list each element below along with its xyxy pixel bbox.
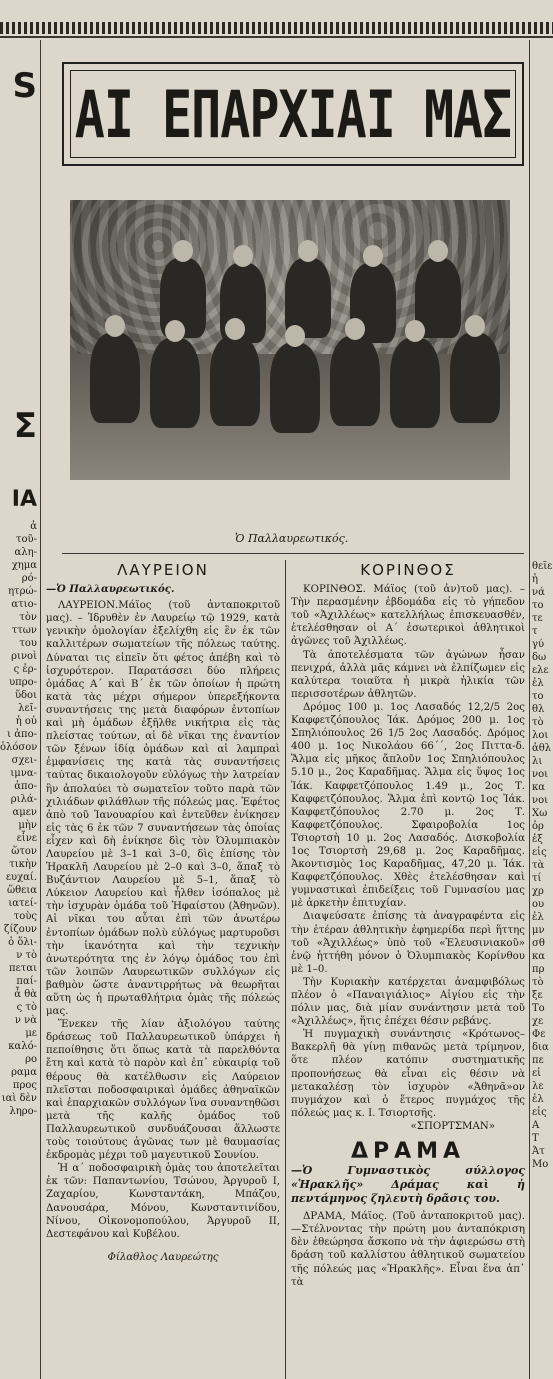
player-head xyxy=(465,315,485,337)
right-margin-line: χε xyxy=(532,1016,544,1027)
left-column-rule xyxy=(40,40,41,1379)
right-margin-line: ελε xyxy=(532,665,549,676)
right-margin-line: νοι xyxy=(532,795,549,806)
left-margin-line: ι ἀπο- xyxy=(7,729,37,740)
korinthos-article xyxy=(291,560,525,1289)
right-margin-line: πρ xyxy=(532,964,545,975)
left-margin-line: τὸν xyxy=(19,612,37,623)
left-margin-line: καλό- xyxy=(8,1041,37,1052)
left-margin-line: ληρο- xyxy=(9,1106,37,1117)
left-margin-line: ητρώ- xyxy=(8,586,37,597)
right-margin-line: τί xyxy=(532,873,542,884)
right-margin-line: δω xyxy=(532,652,547,663)
left-margin-line: ὁ ὅλι- xyxy=(8,937,37,948)
right-margin-line: νοι xyxy=(532,769,549,780)
player-figure xyxy=(390,338,440,428)
right-margin-line: ου xyxy=(532,899,545,910)
right-margin-line: ἀθλ xyxy=(532,743,552,754)
right-margin-line: Το xyxy=(532,1003,545,1014)
left-margin-line: ατιο- xyxy=(11,599,37,610)
left-margin-line: λεῖ- xyxy=(18,703,37,714)
left-margin-lines xyxy=(0,520,40,1118)
player-head xyxy=(298,240,318,262)
right-margin-lines xyxy=(530,560,553,1171)
right-margin-line: Α xyxy=(532,1120,540,1131)
right-margin-line: ἐλ xyxy=(532,678,544,689)
left-margin-line: ρό- xyxy=(21,573,37,584)
drama-title: ΔΡΑΜΑ xyxy=(350,1139,466,1165)
left-margin-line: μὴν xyxy=(18,820,37,831)
left-margin-line: εἶνε xyxy=(16,833,37,844)
right-margin-line: το xyxy=(532,600,544,611)
headline-banner xyxy=(62,62,524,166)
right-margin-line: κα xyxy=(532,951,546,962)
right-margin-line: χρ xyxy=(532,886,544,897)
left-margin-line: ἀ xyxy=(30,521,37,532)
right-margin-line: εἰ xyxy=(532,1068,542,1079)
right-margin-line: θεῖε xyxy=(532,561,553,572)
right-margin-line: ὀρ xyxy=(532,821,544,832)
player-figure xyxy=(270,343,320,433)
player-figure xyxy=(450,333,500,423)
player-head xyxy=(225,318,245,340)
korinthos-paragraph: Τὴν Κυριακὴν κατέρχεται ἀναμφιβόλως πλέον ὁ «Παναιγιάλιος» Αἰγίου εἰς τὴν πόλιν μας, διὰ μίαν συνάντησιν μετὰ τοῦ «Ἀχιλλέως», ἥτις ἐπέχει θέσιν ρεβάνς. xyxy=(291,976,525,1028)
player-head xyxy=(285,325,305,347)
player-head xyxy=(345,318,365,340)
lavrion-paragraph: Ἕνεκεν τῆς λίαν ἀξιολόγου ταύτης δράσεως τοῦ Παλλαυρεωτικοῦ ὑπάρχει ἡ πεποίθησις ὅτι ὅπως κατὰ τὰ παρελθόντα ἔτη καὶ κατὰ τὸ παρὸν καὶ ἐπ᾽ εὐκαιρίᾳ τοῦ θέρους θὰ κατέλθωσιν εἰς Λαύρειον πλεῖσται ποδοσφαιρικαὶ ὁμάδες ἀθηναϊκῶν καὶ ἐπαρχιακῶν συλλόγων ἵνα συναντηθῶσι μετὰ τῆς καλῆς ὁμάδος τοῦ Παλλαυρεωτικοῦ συνδυάζουσαι ἅλλωστε τοὺς τοιούτους ἀγῶνας των μὲ θαυμασίας ἐκδρομὰς μέχρι τοῦ μαγευτικοῦ Σουνίου. xyxy=(46,1019,280,1162)
player-head xyxy=(233,245,253,267)
right-margin-line: τὰ xyxy=(532,860,545,871)
headline: ΑΙ ΕΠΑΡΧΙΑΙ ΜΑΣ xyxy=(74,77,512,153)
player-head xyxy=(165,320,185,342)
left-big-letter-3: ΙΑ xyxy=(11,487,37,512)
player-head xyxy=(363,245,383,267)
right-margin-line: ἡ xyxy=(532,574,538,585)
player-head xyxy=(405,320,425,342)
right-margin-line: γύ xyxy=(532,639,545,650)
left-adjacent-column xyxy=(0,40,40,1379)
right-margin-line: κα xyxy=(532,782,546,793)
right-margin-line: το xyxy=(532,691,544,702)
korinthos-title: ΚΟΡΙΝΘΟΣ xyxy=(360,561,456,579)
right-margin-line: ἐλ xyxy=(532,1094,544,1105)
left-margin-line: ς τὸ xyxy=(16,1002,37,1013)
lavrion-paragraph: Ἡ α΄ ποδοσφαιρικὴ ὁμὰς του ἀποτελεῖται ἐκ τῶν: Παπαντωνίου, Τσώνου, Ἀργυροῦ Ι, Ζαχαρίου, Κωνσταντάκη, Μπάζου, Δανουσάρα, Μόνου, Κωνσταντινίδου, Νίνου, Οἰκονομοπούλου, Ἀργυροῦ ΙΙ, Δεστεφάνου καὶ Κυβέλου. xyxy=(46,1163,280,1240)
left-margin-line: ὕδοι xyxy=(14,690,37,701)
korinthos-signature: «ΣΠΟΡΤΣΜΑΝ» xyxy=(410,1120,495,1132)
photo-caption: Ὁ Παλλαυρεωτικός. xyxy=(235,532,349,545)
top-ornament-border xyxy=(0,22,553,34)
right-adjacent-column xyxy=(530,40,553,1379)
lavrion-subtitle: —Ὁ Παλλαυρεωτικός. xyxy=(46,583,175,596)
lavrion-signature: Φίλαθλος Λαυρεώτης xyxy=(107,1251,219,1263)
korinthos-paragraph: Τὰ ἀποτελέσματα τῶν ἀγώνων ἦσαν πενιχρά, ἀλλὰ μᾶς κάμνει νὰ ἐλπίζωμεν εἰς καλύτερα τοιαῦτα ἡ μικρὰ ἡλικία τῶν περισσοτέρων ἀθλητῶν. xyxy=(291,649,525,700)
left-margin-line: με xyxy=(25,1028,37,1039)
lavrion-article xyxy=(46,560,280,1264)
left-margin-line: ὥτον xyxy=(11,846,37,857)
top-rule xyxy=(0,36,553,38)
drama-paragraph: ΔΡΑΜΑ, Μάϊος. (Τοῦ ἀνταποκριτοῦ μας).—Στέλνοντας τὴν πρώτη μου ἀνταπόκριση δὲν ἐθεώρησα ἄσκοπο νὰ τὴν ἀφιερώσω στὴ δράση τοῦ καλλίστου ἀθλητικοῦ σωματείου τῆς πόλεώς μας «Ἡρακλῆς». Εἶναι ἕνα ἀπ᾽ τὰ xyxy=(291,1211,525,1288)
left-margin-line: του xyxy=(19,638,37,649)
section-rule xyxy=(62,553,524,554)
right-margin-line: ξε xyxy=(532,990,543,1001)
right-margin-line: Μο xyxy=(532,1159,549,1170)
left-margin-line: παί- xyxy=(16,976,37,987)
center-column-rule xyxy=(285,560,286,1379)
right-margin-line: τε xyxy=(532,613,543,624)
left-margin-line: ς ἐρ- xyxy=(13,664,37,675)
korinthos-paragraph: Ἡ πυγμαχικὴ συνάντησις «Κρότωνος–Βακερλῆ θὰ γίνῃ πιθανῶς μετὰ τρίμηνον, ὅτε πλέον κατόπιν συστηματικῆς προπονήσεως θὰ εἶναι εἰς θέσιν νὰ μετακαλέσῃ τὸν ἰσχυρὸν «Ἀθηνᾶ»ον πυγμάχον καὶ ὁ ἕτερος πυγμάχος τῆς πόλεώς μας κ. Ι. Τσιορτσῆς. xyxy=(291,1029,525,1119)
right-margin-line: Τ xyxy=(532,1133,539,1144)
right-margin-line: Χω xyxy=(532,808,548,819)
player-head xyxy=(105,315,125,337)
left-margin-line: ρο xyxy=(25,1054,37,1065)
drama-subtitle: —Ὁ Γυμναστικὸς σύλλογος «Ἡρακλῆς» Δράμας καὶ ἡ πεντάμηνος ζηλευτὴ δρᾶσις του. xyxy=(291,1164,525,1206)
left-margin-line: αλη- xyxy=(14,547,37,558)
left-margin-line: υπρο- xyxy=(9,677,37,688)
player-figure xyxy=(330,336,380,426)
right-margin-line: πε xyxy=(532,1055,544,1066)
korinthos-paragraph: Δρόμος 100 μ. 1ος Λασαδός 12,2/5 2ος Καφφετζόπουλος Ἰάκ. Δρόμος 200 μ. 1ος Σπηλιόπουλος 26 1/5 2ος Λασαδός. Δρόμος 400 μ. 1ος Νικολάου 66΄΄, 2ος Πιττα-δ. Ἅλμα εἰς μῆκος ἄπλοῦν 1ος Σπηλιόπουλος 5.10 μ., 2ος Καραδῆμας. Ἅλμα εἰς ὕψος 1ος Ἰάκ. Καφφετζόπουλος 1.49 μ., 2ος Τ. Καφφετζόπουλος. Ἅλμα ἐπὶ κοντῷ 1ος Ἰάκ. Καφφετζόπουλος 2.70 μ. 2ος Τ. Καφφετζόπουλος. Σφαιροβολία 1ος Τσιορτσὴ 10 μ. 2ος Λασαδός. Δισκοβολία 1ος Τσιορτσὴ 29,68 μ. 2ος Καραδῆμας. Ἀκοντισμὸς 1ος Καραδῆμας, 47,20 μ. Ἰάκ. Καφφετζόπουλος. Χθὲς ἐτελέσθησαν καὶ γυμναστικαὶ ἐπιδείξεις τοῦ Γυμνασίου μας μὲ ἀρκετὴν ἐπιτυχίαν. xyxy=(291,701,525,910)
left-margin-line: χημα xyxy=(11,560,37,571)
lavrion-title: ΛΑΥΡΕΙΟΝ xyxy=(117,561,209,579)
left-margin-line: ττων xyxy=(11,625,37,636)
left-margin-line: ιατεί- xyxy=(8,898,37,909)
right-margin-line: τ xyxy=(532,626,538,637)
left-margin-line: τικὴν xyxy=(9,859,37,870)
lavrion-paragraph: ΛΑΥΡΕΙΟΝ.Μάϊος (τοῦ ἀνταποκριτοῦ μας). – Ἱδρυθὲν ἐν Λαυρείῳ τῷ 1929, κατὰ γενικὴν ὁμολογίαν ἐξελίχθη εἰς ἓν ἐκ τῶν καλλιτέρων σωματείων τῆς πόλεως ταύτης. Δύναται τις εἰπεῖν ὅτι φέτος ἀπέβη καὶ τὸ ἰσχυρότερον. Παρατάσσει δύο πλήρεις ὁμάδας Α΄ καὶ Β΄ ἐκ τῶν ὁποίων ἡ πρώτη κατὰ τὰς μέχρι σήμερον ὑπερεξήκοντα συναντήσεις της μετὰ διαφόρων ἐντοπίων καὶ μὴ ὁμάδων ἐξῆλθε νικήτρια εἰς τὰς πλείστας τούτων, αἱ δὲ νῖκαι της ἐναντίον τῶν ξένων ἰδίᾳ ὁμάδων καὶ αἱ λαμπραὶ ἐμφανίσεις της κατὰ τὰς συναντήσεις ταύτας δικαιολογοῦν εὐλόγως τὴν λατρείαν ἣν ἀπολαύει τὸ σωματεῖον τοῦτο παρὰ τῶν χιλιάδων φιλάθλων τῆς πόλεώς μας. Ἐφέτος ἀπὸ τοῦ Ἰανουαρίου καὶ ἐντεῦθεν ἐνίκησεν εἰς τὰς 6 ἐκ τῶν 7 συναντήσεων τὰς ὁποίας εἶχεν καὶ δὴ ἐνίκησε δὶς τὸν Ὀλυμπιακὸν Λαυρείου μὲ 3–1 καὶ 3–0, δὶς ἐπίσης τὸν Ἡρακλῆ Λαυρείου μὲ 2–0 καὶ 3–0, ἅπαξ τὸ Βυζάντιον Λαυρείου μὲ 5–1, ἅπαξ τὸ Λύκειον Λαυρείου καὶ ἦλθεν ἰσόπαλος μὲ τὴν ἰσχυρὰν ὁμάδα τοῦ Ἡφαίστου (Ἀθηνῶν). Αἱ νῖκαι του αὗται ἐπὶ τῶν ἀνωτέρω ἐντοπίων ὁμάδων πολὺ εὐλόγως μαρτυροῦσι τὴν ἱκανότητα καὶ τὴν τεχνικὴν ἀνωτερότητα της ἐν λόγῳ ὁμάδος του ἐπὶ τῶν λοιπῶν Λαυρεωτικῶν συλλόγων εἰς βαθμὸν ὥστε ἀναντιρρήτως νὰ θεωρῆται αὕτη ὡς ἡ πρωταθλήτρια ὁμὰς τῆς πόλεώς μας. xyxy=(46,600,280,1018)
left-big-letter-2: Σ xyxy=(13,406,37,446)
right-margin-line: μν xyxy=(532,925,545,936)
right-margin-line: λε xyxy=(532,1081,544,1092)
player-figure xyxy=(150,338,200,428)
left-margin-line: τοὺς xyxy=(13,911,37,922)
left-margin-line: ιαὶ δὲν xyxy=(1,1093,37,1104)
left-margin-line: ευχαί. xyxy=(5,872,37,883)
right-margin-line: λοι xyxy=(532,730,549,741)
left-margin-line: ν τὸ xyxy=(16,950,37,961)
right-margin-line: Ἀτ xyxy=(532,1146,545,1157)
player-head xyxy=(173,240,193,262)
right-margin-line: Φε xyxy=(532,1029,546,1040)
left-margin-line: πεται xyxy=(9,963,37,974)
korinthos-paragraph: ΚΟΡΙΝΘΟΣ. Μάϊος (τοῦ ἀν)τοῦ μας). – Τὴν περασμένην ἑβδομάδα εἰς τὸ γήπεδον τοῦ «Ἀχιλλέως» κατελλήλως ἐπισκευασθέν, ἐτελέσθησαν οἱ Α΄ ἐσωτερικοὶ ἀθλητικοὶ ἀγῶνες τοῦ Ἀχιλλέως. xyxy=(291,584,525,648)
left-margin-line: ἀπο- xyxy=(14,781,37,792)
left-margin-line: αμεν xyxy=(12,807,37,818)
left-margin-line: προς xyxy=(12,1080,37,1091)
left-margin-line: ζίζουν xyxy=(4,924,37,935)
right-margin-line: θλ xyxy=(532,704,545,715)
right-margin-line: ἐλ xyxy=(532,912,544,923)
left-margin-line: ριλά- xyxy=(10,794,37,805)
left-margin-line: ὥθεια xyxy=(6,885,37,896)
player-head xyxy=(428,240,448,262)
left-margin-line: ἡ οὐ xyxy=(15,716,37,727)
right-margin-line: νά xyxy=(532,587,545,598)
left-margin-line: ἆ θὰ xyxy=(14,989,37,1000)
left-margin-line: ρινοὶ xyxy=(11,651,37,662)
team-photo xyxy=(70,200,510,480)
korinthos-paragraph: Διαψεύσατε ἐπίσης τὰ ἀναγραφέντα εἰς τὴν ἑτέραν ἀθλητικὴν ἐφημερίδα περὶ ἥττης τοῦ «Ἀχιλλέως» ὑπὸ τοῦ «Ἐλευσινιακοῦ» ἐνῷ ἡττήθη μόνον ὁ Ὀλυμπιακὸς Κορίνθου μὲ 1–0. xyxy=(291,911,525,975)
player-figure xyxy=(210,336,260,426)
right-margin-line: σθ xyxy=(532,938,545,949)
left-margin-line: ὁλόσον xyxy=(0,742,38,753)
left-margin-line: ιμνα- xyxy=(10,768,37,779)
right-margin-line: δια xyxy=(532,1042,549,1053)
left-margin-line: σχει- xyxy=(11,755,37,766)
right-margin-line: τὸ xyxy=(532,717,544,728)
right-margin-line: λι xyxy=(532,756,543,767)
right-margin-line: τὸ xyxy=(532,977,544,988)
right-margin-line: εἰς xyxy=(532,1107,547,1118)
left-margin-line: ν νὰ xyxy=(14,1015,37,1026)
right-margin-line: ἐξ xyxy=(532,834,543,845)
left-big-letter-1: S xyxy=(12,66,37,106)
left-margin-line: ραμα xyxy=(11,1067,37,1078)
right-margin-line: εἰς xyxy=(532,847,547,858)
left-margin-line: τοῦ- xyxy=(15,534,37,545)
player-figure xyxy=(90,333,140,423)
